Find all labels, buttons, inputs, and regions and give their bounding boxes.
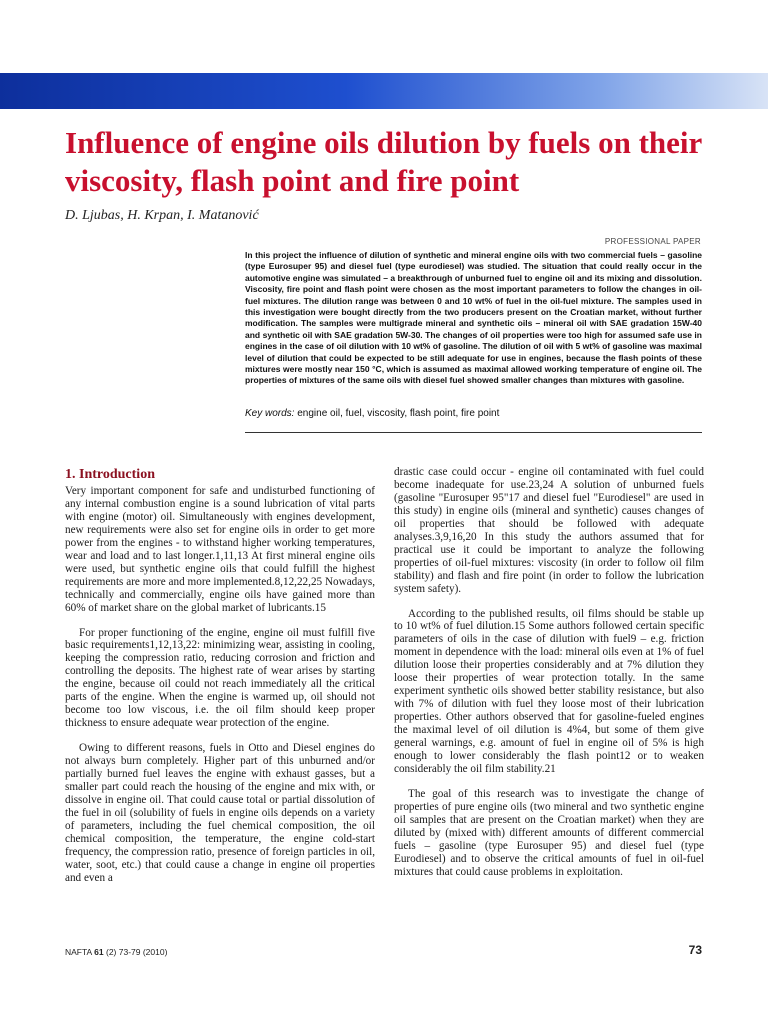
header-color-band [0,73,768,109]
keywords-label: Key words: [245,408,295,419]
paragraph: Owing to different reasons, fuels in Otto and Diesel engines do not always burn completely. Higher part of this unburned and/or partially burned fuel leaves the engine with exhaust gasses, but a smaller part could reach the housing of the engine and mix with, or dissolve in engine oil. That could cause total or partial dissolution of the fuel in oil (solubility of fuels in engine oils depends on a variety of parameters, including the fuel chemical composition, the oil chemical composition, the temperature, the engine cold-start frequency, the compression ratio, presence of foreign particles in oil, water, soot, etc.) that could cause a change in engine oil properties and even a [65,742,375,884]
paper-authors: D. Ljubas, H. Krpan, I. Matanović [65,208,259,223]
paper-title: Influence of engine oils dilution by fuels on their viscosity, flash point and fire point [65,125,702,198]
section-heading-introduction: 1. Introduction [65,467,155,482]
body-column-right [394,466,704,891]
paragraph: drastic case could occur - engine oil contaminated with fuel could become inadequate for use.23,24 A solution of unburned fuels (gasoline "Eurosuper 95"17 and diesel fuel "Eurodiesel" are used in this study) in engine oils (mineral and synthetic) causes changes of oil properties that should be followed with adequate analyses.3,9,16,20 In this study the authors assumed that for practical use it could be important to analyze the following properties of oil-fuel mixtures: viscosity (in order to follow oil film stability) and flash and fire point (in order to follow the lubrication system safety). [394,466,704,595]
page-number: 73 [688,943,702,957]
paragraph: The goal of this research was to investigate the change of properties of pure engine oils (two mineral and two synthetic engine oil samples that are present on the Croatian market) when they are diluted by (mixed with) different amounts of different commercial fuels – gasoline (type Eurosuper 95) and diesel fuel (type Eurodiesel) and to observe the critical amounts of fuel in oil-fuel mixtures that could cause problems in exploitation. [394,787,704,878]
abstract-divider [245,432,702,433]
keywords-list: engine oil, fuel, viscosity, flash point, fire point [297,408,500,419]
paper-type-label: PROFESSIONAL PAPER [604,237,701,246]
journal-issue-pages: (2) 73-79 (2010) [105,947,168,957]
journal-citation [65,947,167,957]
paragraph: For proper functioning of the engine, engine oil must fulfill five basic requirements1,12,13,22: minimizing wear, assisting in cooling, keeping the compression ratio, reducing corrosion and friction and controlling the deposits. The highest rate of wear arises by starting the engine, because oil could not reach immediately all the critical parts of the engine. When the engine is warmed up, oil should not become too low viscous, i.e. the oil film should keep proper thickness to ensure adequate wear protection of the engine. [65,626,375,730]
journal-name: NAFTA [65,947,92,957]
paragraph: According to the published results, oil films should be stable up to 10 wt% of fuel dilution.15 Some authors followed certain specific parameters of oils in the case of dilution with fuel9 – e.g. friction moment in dependence with the load: mineral oils even at 1% of fuel dilution loose their properties considerably and at 7% dilution they loose their properties of wear protection totally. In the same experiment synthetic oils showed better stability resistance, but also with 7% of dilution with fuel they loose most of their lubrication properties. Other authors observed that for gasoline-fueled engines the maximal level of oil dilution is 4%4, but some of them give general warnings, e.g. amount of fuel in engine oil of 5% is high enough to lower considerably the flash point12 or to weaken considerably the oil film stability.21 [394,607,704,775]
body-column-left [65,466,375,897]
paragraph: Very important component for safe and undisturbed functioning of any internal combustion engine is a sound lubrication of vital parts with engine (motor) oil. Simultaneously with engines development, new requirements were also set for engine oils in order to get more power from the engines - to withstand higher working temperatures, wear and load and to last longer.1,11,13 At first mineral engine oils were used, but synthetic engine oils that could fulfill the highest requirements are more and more implemented.8,12,22,25 Nowadays, technically and commercially, engine oils have gained more than 60% of market share on the global market of lubricants.15 [65,485,375,614]
journal-volume: 61 [94,947,104,957]
abstract-text: In this project the influence of dilution of synthetic and mineral engine oils with two commercial fuels – gasoline (type Eurosuper 95) and diesel fuel (type eurodiesel) was studied. The situation that could really occur in the automotive engine was simulated – a breakthrough of unburned fuel to engine oil and its mixing and dissolution. Viscosity, fire point and flash point were chosen as the most important parameters to follow the changes in oil-fuel mixtures. The dilution range was between 0 and 10 wt% of fuel in the oil-fuel mixture. The samples used in this investigation were bought directly from the two producers present on the Croatian market, without further modification. The samples were multigrade mineral and synthetic oils – mineral oil with SAE gradation 15W-40 and synthetic oil with SAE gradation 5W-30. The changes of oil properties were too high for assumed safe use in engines in the case of oil dilution with 10 wt% of gasoline. The dilution of oil with 5 wt% of gasoline was maximal level of dilution that could be expected to be still adequate for use in engines, because the flash points of these mixtures were mostly near 150 °C, which is assumed as maximal allowed working temperature of engine oil. The properties of mixtures of the same oils with diesel fuel showed smaller changes than mixtures with gasoline. [245,250,702,386]
keywords-line [245,408,499,419]
